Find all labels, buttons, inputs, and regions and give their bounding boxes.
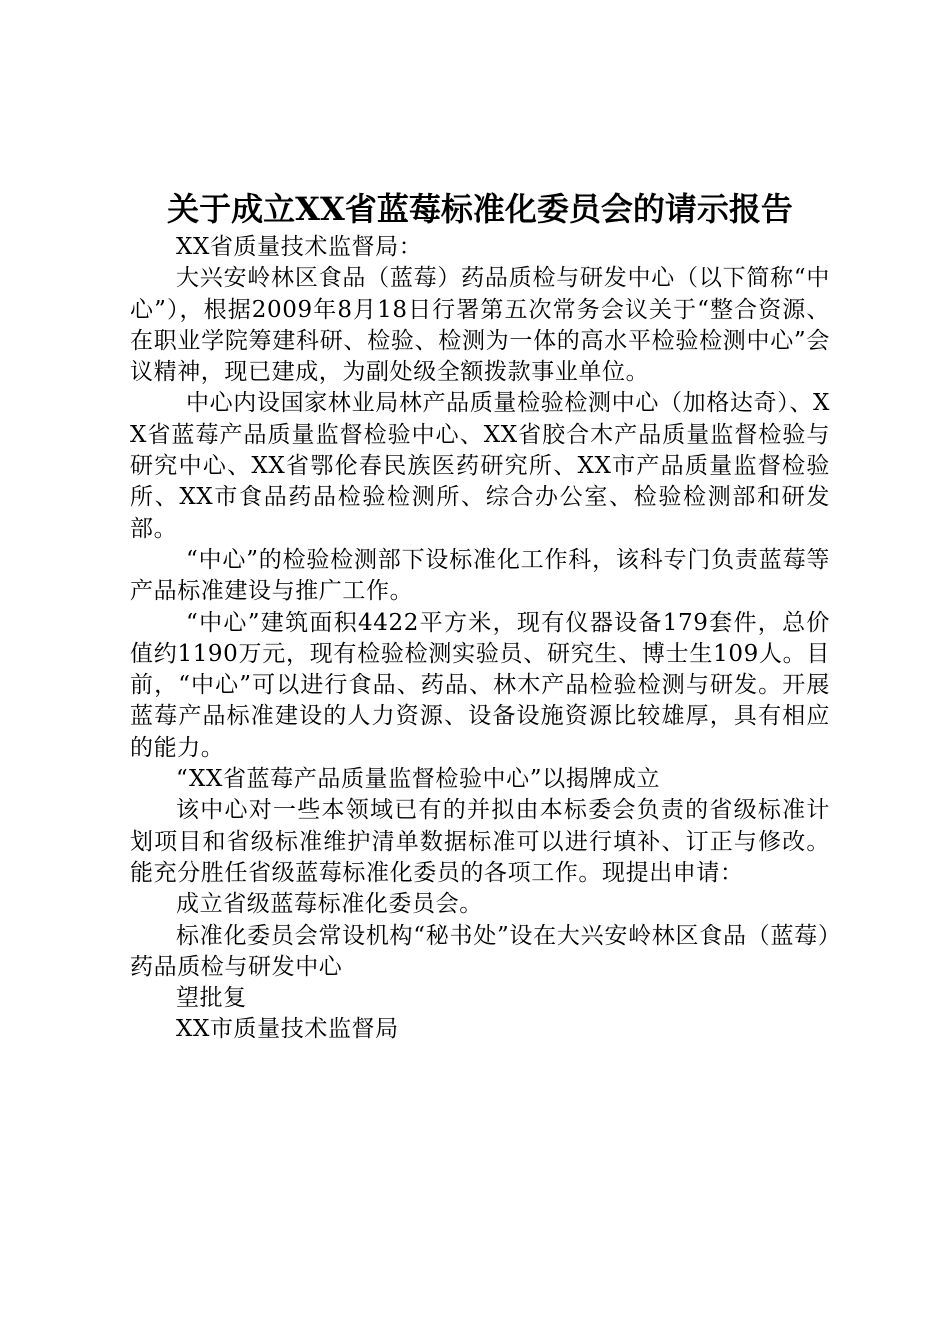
document-body (130, 232, 830, 1046)
paragraph-request: 成立省级蓝莓标准化委员会。 (176, 891, 483, 918)
paragraph-resources: “中心”建筑面积4422平方米，现有仪器设备179套件，总价值约1190万元，现有检验检测实验员、研究生、博士生109人。目前，“中心”可以进行食品、药品、林木产品检验检测与研发。开展蓝莓产品标准建设的人力资源、设备设施资源比较雄厚，具有相应的能力。 (130, 609, 830, 761)
salutation: XX省质量技术监督局： (176, 234, 423, 260)
paragraph-center-intro: 大兴安岭林区食品（蓝莓）药品质检与研发中心（以下简称“中心”），根据2009年8月18日行署第五次常务会议关于“整合资源、在职业学院筹建科研、检验、检测为一体的高水平检验检测中心”会议精神，现已建成，为副处级全额拨款事业单位。 (130, 265, 830, 386)
signature-organization: XX市质量技术监督局 (176, 1016, 399, 1043)
paragraph-internal-units: 中心内设国家林业局林产品质量检验检测中心（加格达奇）、XX省蓝莓产品质量监督检验中心、XX省胶合木产品质量监督检验与研究中心、XX省鄂伦春民族医药研究所、XX市产品质量监督检验所、XX市食品药品检验检测所、综合办公室、检验检测部和研发部。 (130, 390, 830, 542)
document-title: 关于成立XX省蓝莓标准化委员会的请示报告 (167, 190, 793, 228)
paragraph-approval: 望批复 (176, 985, 247, 1012)
document-page (130, 186, 830, 1046)
paragraph-center-established: “XX省蓝莓产品质量监督检验中心”以揭牌成立 (176, 766, 661, 793)
paragraph-capability: 该中心对一些本领域已有的并拟由本标委会负责的省级标准计划项目和省级标准维护清单数据标准可以进行填补、订正与修改。能充分胜任省级蓝莓标准化委员的各项工作。现提出申请： (130, 797, 830, 886)
paragraph-secretariat: 标准化委员会常设机构“秘书处”设在大兴安岭林区食品（蓝莓）药品质检与研发中心 (130, 922, 830, 980)
paragraph-standardization-section: “中心”的检验检测部下设标准化工作科，该科专门负责蓝莓等产品标准建设与推广工作。 (130, 546, 830, 605)
